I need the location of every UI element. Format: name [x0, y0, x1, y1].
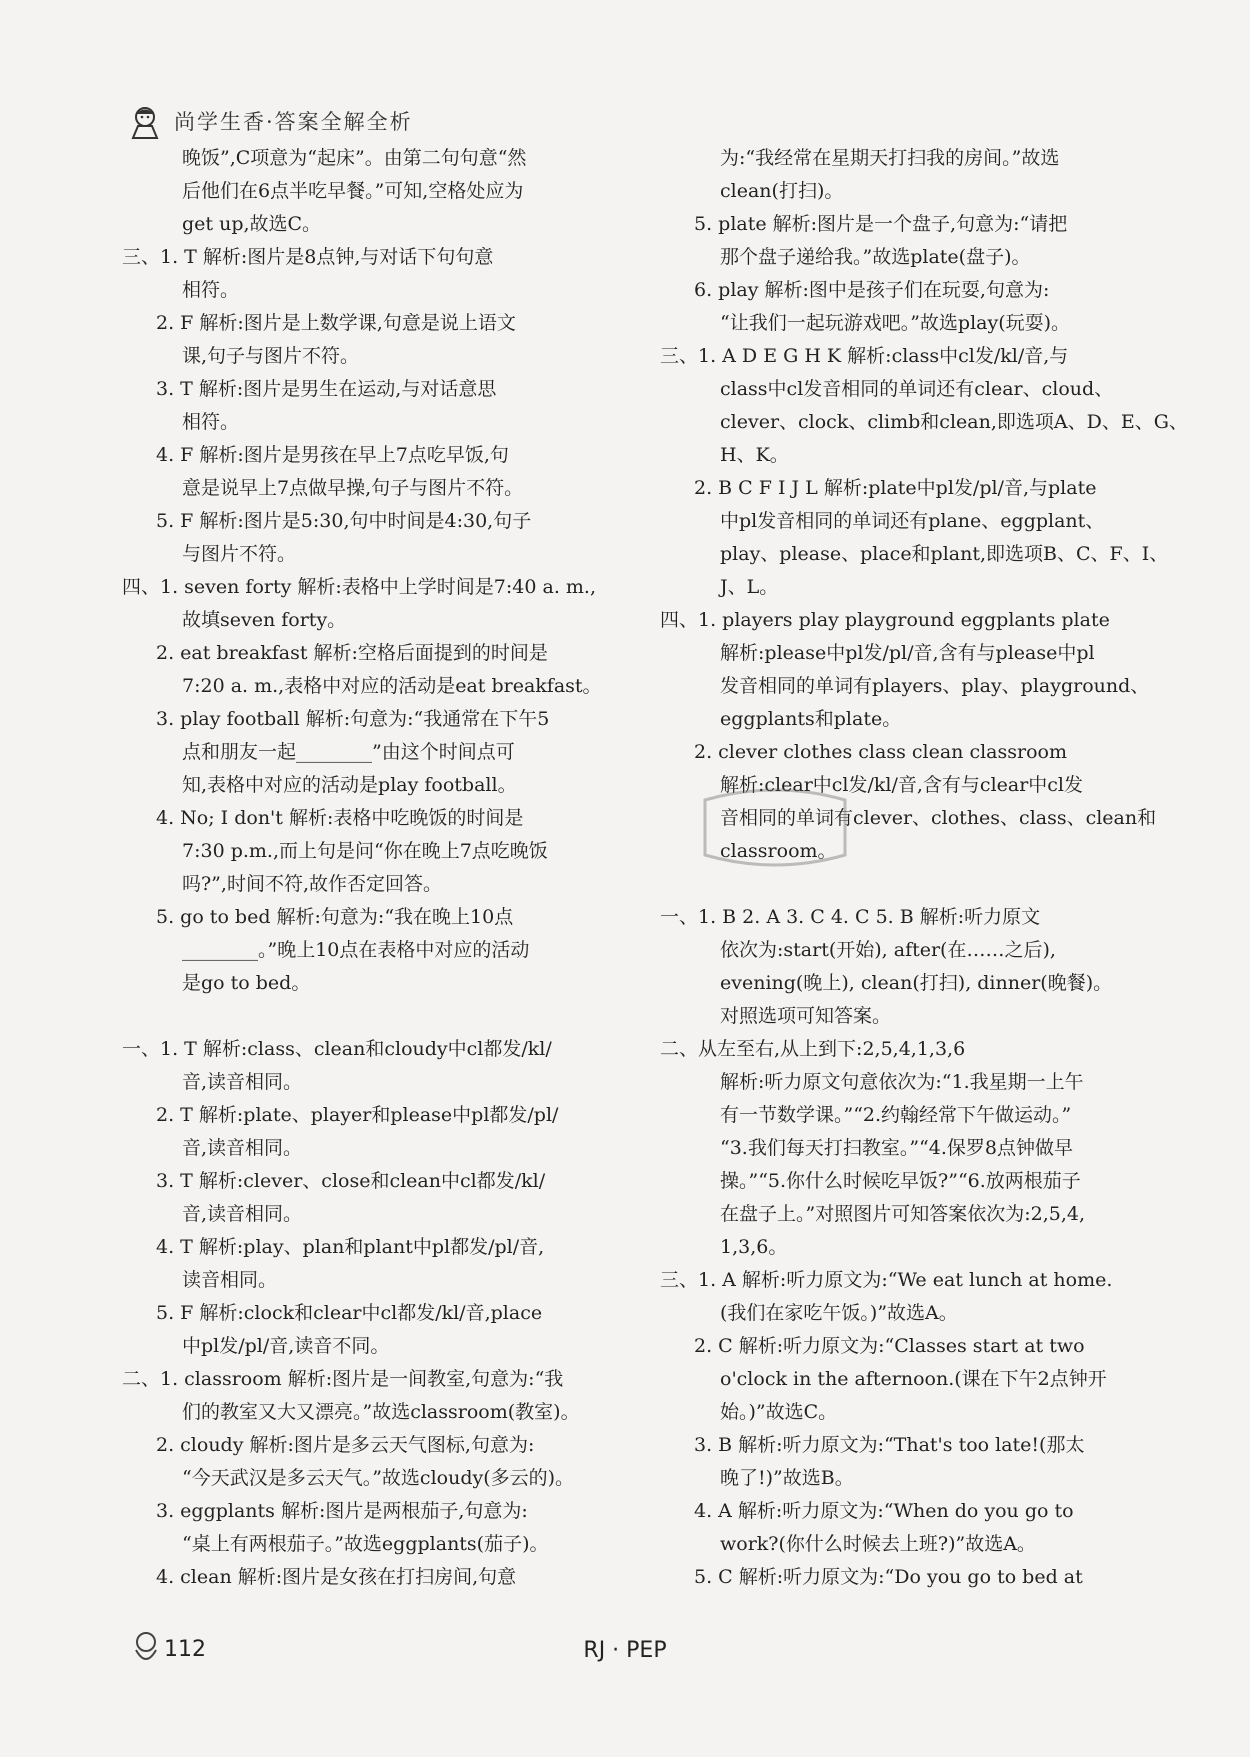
- text-line: play、please、place和plant,即选项B、C、F、I、: [720, 543, 1169, 565]
- text-line: 解析:听力原文句意依次为:“1.我星期一上午: [720, 1071, 1084, 1093]
- text-line: 有一节数学课。”“2.约翰经常下午做运动。”: [720, 1104, 1072, 1126]
- text-line: 是go to bed。: [182, 972, 311, 994]
- text-line: [122, 1000, 642, 1033]
- text-line: 2. cloudy 解析:图片是多云天气图标,句意为:: [156, 1434, 535, 1456]
- footer-label: RJ · PEP: [583, 1638, 667, 1663]
- text-line: 课,句子与图片不符。: [182, 345, 360, 367]
- text-line: “让我们一起玩游戏吧。”故选play(玩耍)。: [720, 312, 1071, 334]
- text-line: ________。”晚上10点在表格中对应的活动: [182, 939, 530, 961]
- text-line: 晚了!)”故选B。: [720, 1467, 854, 1489]
- text-line: classroom。: [720, 840, 837, 862]
- text-line: 一、1. B 2. A 3. C 4. C 5. B 解析:听力原文: [660, 906, 1041, 928]
- text-line: 对照选项可知答案。: [720, 1005, 892, 1027]
- text-line: 音相同的单词有clever、clothes、class、clean和: [720, 807, 1157, 829]
- text-line: 为:“我经常在星期天打扫我的房间。”故选: [720, 147, 1060, 169]
- page-number: 112: [164, 1637, 206, 1662]
- text-line: 3. B 解析:听力原文为:“That's too late!(那太: [694, 1434, 1085, 1456]
- text-line: 们的教室又大又漂亮。”故选classroom(教室)。: [182, 1401, 580, 1423]
- text-line: 解析:please中pl发/pl/音,含有与please中pl: [720, 642, 1095, 664]
- text-line: work?(你什么时候去上班?)”故选A。: [720, 1533, 1036, 1555]
- text-line: 读音相同。: [182, 1269, 278, 1291]
- text-line: 2. B C F I J L 解析:plate中pl发/pl/音,与plate: [694, 477, 1097, 499]
- text-line: 一、1. T 解析:class、clean和cloudy中cl都发/kl/: [122, 1038, 552, 1060]
- text-line: 中pl发音相同的单词还有plane、eggplant、: [720, 510, 1105, 532]
- left-column: [122, 142, 642, 1594]
- text-line: 4. clean 解析:图片是女孩在打扫房间,句意: [156, 1566, 517, 1588]
- text-line: 2. C 解析:听力原文为:“Classes start at two: [694, 1335, 1085, 1357]
- text-line: J、L。: [720, 576, 779, 598]
- text-line: 故填seven forty。: [182, 609, 347, 631]
- text-line: “3.我们每天打扫教室。”“4.保罗8点钟做早: [720, 1137, 1073, 1159]
- text-line: 点和朋友一起________”由这个时间点可: [182, 741, 515, 763]
- text-line: 3. play football 解析:句意为:“我通常在下午5: [156, 708, 550, 730]
- text-line: 晚饭”,C项意为“起床”。由第二句句意“然: [182, 147, 527, 169]
- text-line: get up,故选C。: [182, 213, 322, 235]
- text-line: 三、1. A 解析:听力原文为:“We eat lunch at home.: [660, 1269, 1113, 1291]
- stamp-mark: [695, 780, 855, 875]
- text-line: 发音相同的单词有players、play、playground、: [720, 675, 1150, 697]
- text-line: 6. play 解析:图中是孩子们在玩耍,句意为:: [694, 279, 1050, 301]
- text-line: 知,表格中对应的活动是play football。: [182, 774, 517, 796]
- text-line: class中cl发音相同的单词还有clear、cloud、: [720, 378, 1114, 400]
- text-line: clever、clock、climb和clean,即选项A、D、E、G、: [720, 411, 1188, 433]
- text-line: 音,读音相同。: [182, 1137, 303, 1159]
- text-line: 二、从左至右,从上到下:2,5,4,1,3,6: [660, 1038, 966, 1060]
- text-line: 7:20 a. m.,表格中对应的活动是eat breakfast。: [182, 675, 602, 697]
- text-line: 中pl发/pl/音,读音不同。: [182, 1335, 390, 1357]
- text-line: 4. T 解析:play、plan和plant中pl都发/pl/音,: [156, 1236, 545, 1258]
- text-line: “今天武汉是多云天气。”故选cloudy(多云的)。: [182, 1467, 575, 1489]
- text-line: 依次为:start(开始), after(在……之后),: [720, 939, 1056, 961]
- text-line: 操。”“5.你什么时候吃早饭?”“6.放两根茄子: [720, 1170, 1081, 1192]
- text-line: “桌上有两根茄子。”故选eggplants(茄子)。: [182, 1533, 549, 1555]
- text-line: 吗?”,时间不符,故作否定回答。: [182, 873, 442, 895]
- text-line: 3. T 解析:clever、close和clean中cl都发/kl/: [156, 1170, 546, 1192]
- text-line: 5. C 解析:听力原文为:“Do you go to bed at: [694, 1566, 1083, 1588]
- text-line: 4. No; I don't 解析:表格中吃晚饭的时间是: [156, 807, 524, 829]
- text-line: 音,读音相同。: [182, 1071, 303, 1093]
- text-line: evening(晚上), clean(打扫), dinner(晚餐)。: [720, 972, 1113, 994]
- text-line: 三、1. T 解析:图片是8点钟,与对话下句句意: [122, 246, 494, 268]
- text-line: 那个盘子递给我。”故选plate(盘子)。: [720, 246, 1031, 268]
- text-line: 二、1. classroom 解析:图片是一间教室,句意为:“我: [122, 1368, 564, 1390]
- text-line: 三、1. A D E G H K 解析:class中cl发/kl/音,与: [660, 345, 1069, 367]
- text-line: 四、1. players play playground eggplants plate: [660, 609, 1110, 631]
- text-line: clean(打扫)。: [720, 180, 844, 202]
- text-line: 5. go to bed 解析:句意为:“我在晚上10点: [156, 906, 514, 928]
- text-line: 7:30 p.m.,而上句是问“你在晚上7点吃晚饭: [182, 840, 548, 862]
- text-line: 意是说早上7点做早操,句子与图片不符。: [182, 477, 524, 499]
- text-line: 相符。: [182, 411, 240, 433]
- text-line: 3. T 解析:图片是男生在运动,与对话意思: [156, 378, 497, 400]
- text-line: 5. F 解析:图片是5:30,句中时间是4:30,句子: [156, 510, 532, 532]
- mascot-icon: [128, 104, 162, 140]
- text-line: 2. T 解析:plate、player和please中pl都发/pl/: [156, 1104, 559, 1126]
- text-line: o'clock in the afternoon.(课在下午2点钟开: [720, 1368, 1107, 1390]
- text-line: 4. A 解析:听力原文为:“When do you go to: [694, 1500, 1074, 1522]
- text-line: 5. F 解析:clock和clear中cl都发/kl/音,place: [156, 1302, 543, 1324]
- text-line: 解析:clear中cl发/kl/音,含有与clear中cl发: [720, 774, 1084, 796]
- text-line: 相符。: [182, 279, 240, 301]
- text-line: 2. F 解析:图片是上数学课,句意是说上语文: [156, 312, 516, 334]
- text-line: 后他们在6点半吃早餐。”可知,空格处应为: [182, 180, 524, 202]
- text-line: 在盘子上。”对照图片可知答案依次为:2,5,4,: [720, 1203, 1085, 1225]
- text-line: 4. F 解析:图片是男孩在早上7点吃早饭,句: [156, 444, 509, 466]
- text-line: 四、1. seven forty 解析:表格中上学时间是7:40 a. m.,: [122, 576, 596, 598]
- text-line: 3. eggplants 解析:图片是两根茄子,句意为:: [156, 1500, 528, 1522]
- header-title: 尚学生香·答案全解全析: [174, 110, 413, 134]
- text-line: 2. eat breakfast 解析:空格后面提到的时间是: [156, 642, 548, 664]
- text-line: (我们在家吃午饭。)”故选A。: [720, 1302, 958, 1324]
- text-line: 1,3,6。: [720, 1236, 788, 1258]
- text-line: 2. clever clothes class clean classroom: [694, 741, 1067, 763]
- text-line: 始。)”故选C。: [720, 1401, 838, 1423]
- text-line: 与图片不符。: [182, 543, 297, 565]
- text-line: eggplants和plate。: [720, 708, 902, 730]
- text-line: 5. plate 解析:图片是一个盘子,句意为:“请把: [694, 213, 1068, 235]
- text-line: 音,读音相同。: [182, 1203, 303, 1225]
- text-line: H、K。: [720, 444, 789, 466]
